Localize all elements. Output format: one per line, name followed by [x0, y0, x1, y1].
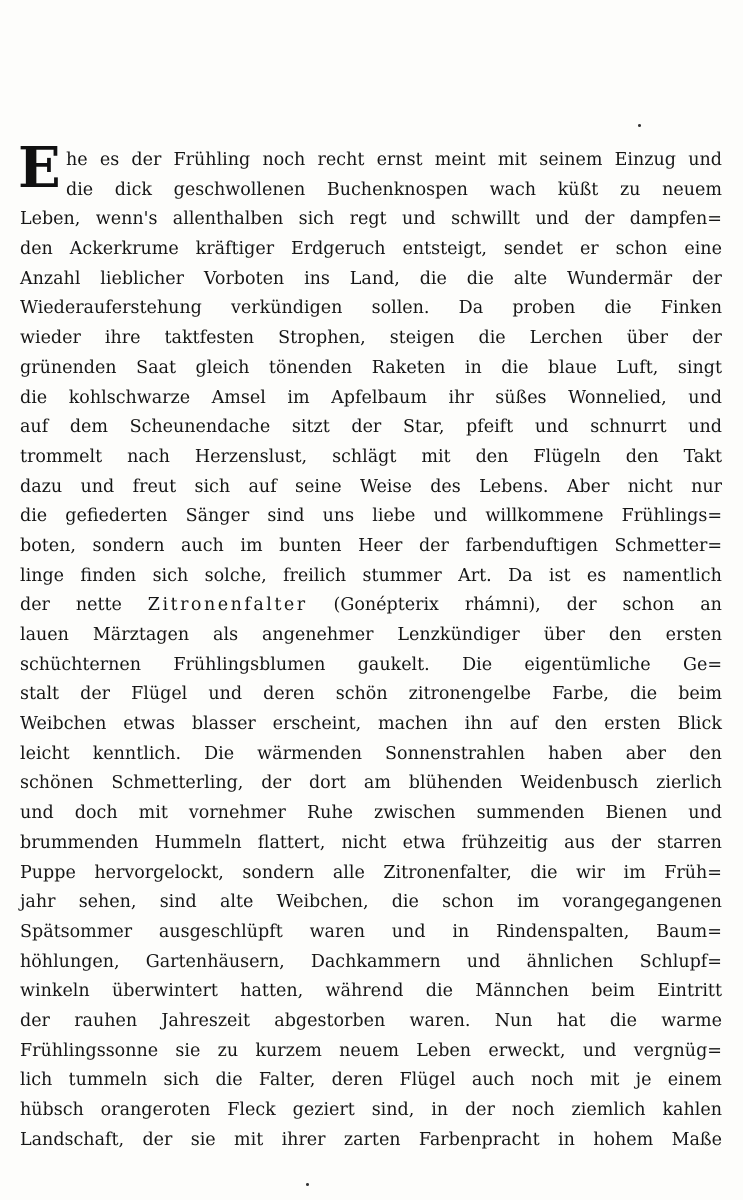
- text-line: den Ackerkrume kräftiger Erdgeruch entsteigt, sendet er schon eine: [20, 239, 722, 260]
- text-line: Anzahl lieblicher Vorboten ins Land, die die alte Wundermär der: [20, 268, 722, 289]
- print-speck: [638, 124, 641, 127]
- text-line: auf dem Scheunendache sitzt der Star, pfeift und schnurrt und: [20, 417, 722, 438]
- text-line: der rauhen Jahreszeit abgestorben waren. Nun hat die warme: [20, 1010, 722, 1031]
- text-line: lich tummeln sich die Falter, deren Flügel auch noch mit je einem: [20, 1070, 722, 1091]
- text-line: Spätsommer ausgeschlüpft waren und in Rindenspalten, Baum=: [20, 921, 722, 942]
- text-line: der nette Zitronenfalter (Gonépterix rhámni), der schon an: [20, 595, 722, 616]
- print-speck: [306, 1183, 309, 1186]
- text-line: die dick geschwollenen Buchenknospen wach küßt zu neuem: [66, 179, 722, 200]
- text-line: Leben, wenn's allenthalben sich regt und schwillt und der dampfen=: [20, 209, 722, 230]
- text-line: he es der Frühling noch recht ernst meint mit seinem Einzug und: [66, 150, 722, 170]
- text-line: schüchternen Frühlingsblumen gaukelt. Die eigentümliche Ge=: [20, 654, 722, 675]
- text-line: stalt der Flügel und deren schön zitronengelbe Farbe, die beim: [20, 684, 722, 705]
- text-line: wieder ihre taktfesten Strophen, steigen die Lerchen über der: [20, 328, 722, 349]
- body-text: [18, 135, 722, 1155]
- text-line: winkeln überwintert hatten, während die Männchen beim Eintritt: [20, 981, 722, 1002]
- text-line: leicht kenntlich. Die wärmenden Sonnenstrahlen haben aber den: [20, 743, 722, 764]
- text-line: die kohlschwarze Amsel im Apfelbaum ihr süßes Wonnelied, und: [20, 387, 722, 408]
- text-line: Frühlingssonne sie zu kurzem neuem Leben erweckt, und vergnüg=: [20, 1040, 722, 1061]
- text-line: Puppe hervorgelockt, sondern alle Zitronenfalter, die wir im Früh=: [20, 862, 722, 883]
- text-line: hübsch orangeroten Fleck geziert sind, in der noch ziemlich kahlen: [20, 1100, 722, 1120]
- text-line: jahr sehen, sind alte Weibchen, die schon im vorangegangenen: [20, 892, 722, 913]
- text-line: dazu und freut sich auf seine Weise des Lebens. Aber nicht nur: [20, 476, 722, 497]
- text-line: lauen Märztagen als angenehmer Lenzkündiger über den ersten: [20, 625, 722, 645]
- text-line: und doch mit vornehmer Ruhe zwischen summenden Bienen und: [20, 803, 722, 824]
- text-line: brummenden Hummeln flattert, nicht etwa frühzeitig aus der starren: [20, 832, 722, 853]
- text-line: Landschaft, der sie mit ihrer zarten Farbenpracht in hohem Maße: [20, 1129, 722, 1150]
- text-line: boten, sondern auch im bunten Heer der farbenduftigen Schmetter=: [20, 535, 722, 556]
- text-line: grünenden Saat gleich tönenden Raketen in die blaue Luft, singt: [20, 357, 722, 378]
- text-line: Wiederauferstehung verkündigen sollen. Da proben die Finken: [20, 298, 722, 319]
- text-line: höhlungen, Gartenhäusern, Dachkammern und ähnlichen Schlupf=: [20, 951, 722, 972]
- text-line: Weibchen etwas blasser erscheint, machen ihn auf den ersten Blick: [20, 714, 722, 735]
- text-line: trommelt nach Herzenslust, schlägt mit den Flügeln den Takt: [20, 446, 722, 467]
- drop-cap-initial: E: [18, 135, 61, 201]
- text-line: linge finden sich solche, freilich stummer Art. Da ist es namentlich: [20, 565, 722, 586]
- text-line: schönen Schmetterling, der dort am blühenden Weidenbusch zierlich: [20, 773, 722, 794]
- text-line: die gefiederten Sänger sind uns liebe und willkommene Frühlings=: [20, 506, 722, 527]
